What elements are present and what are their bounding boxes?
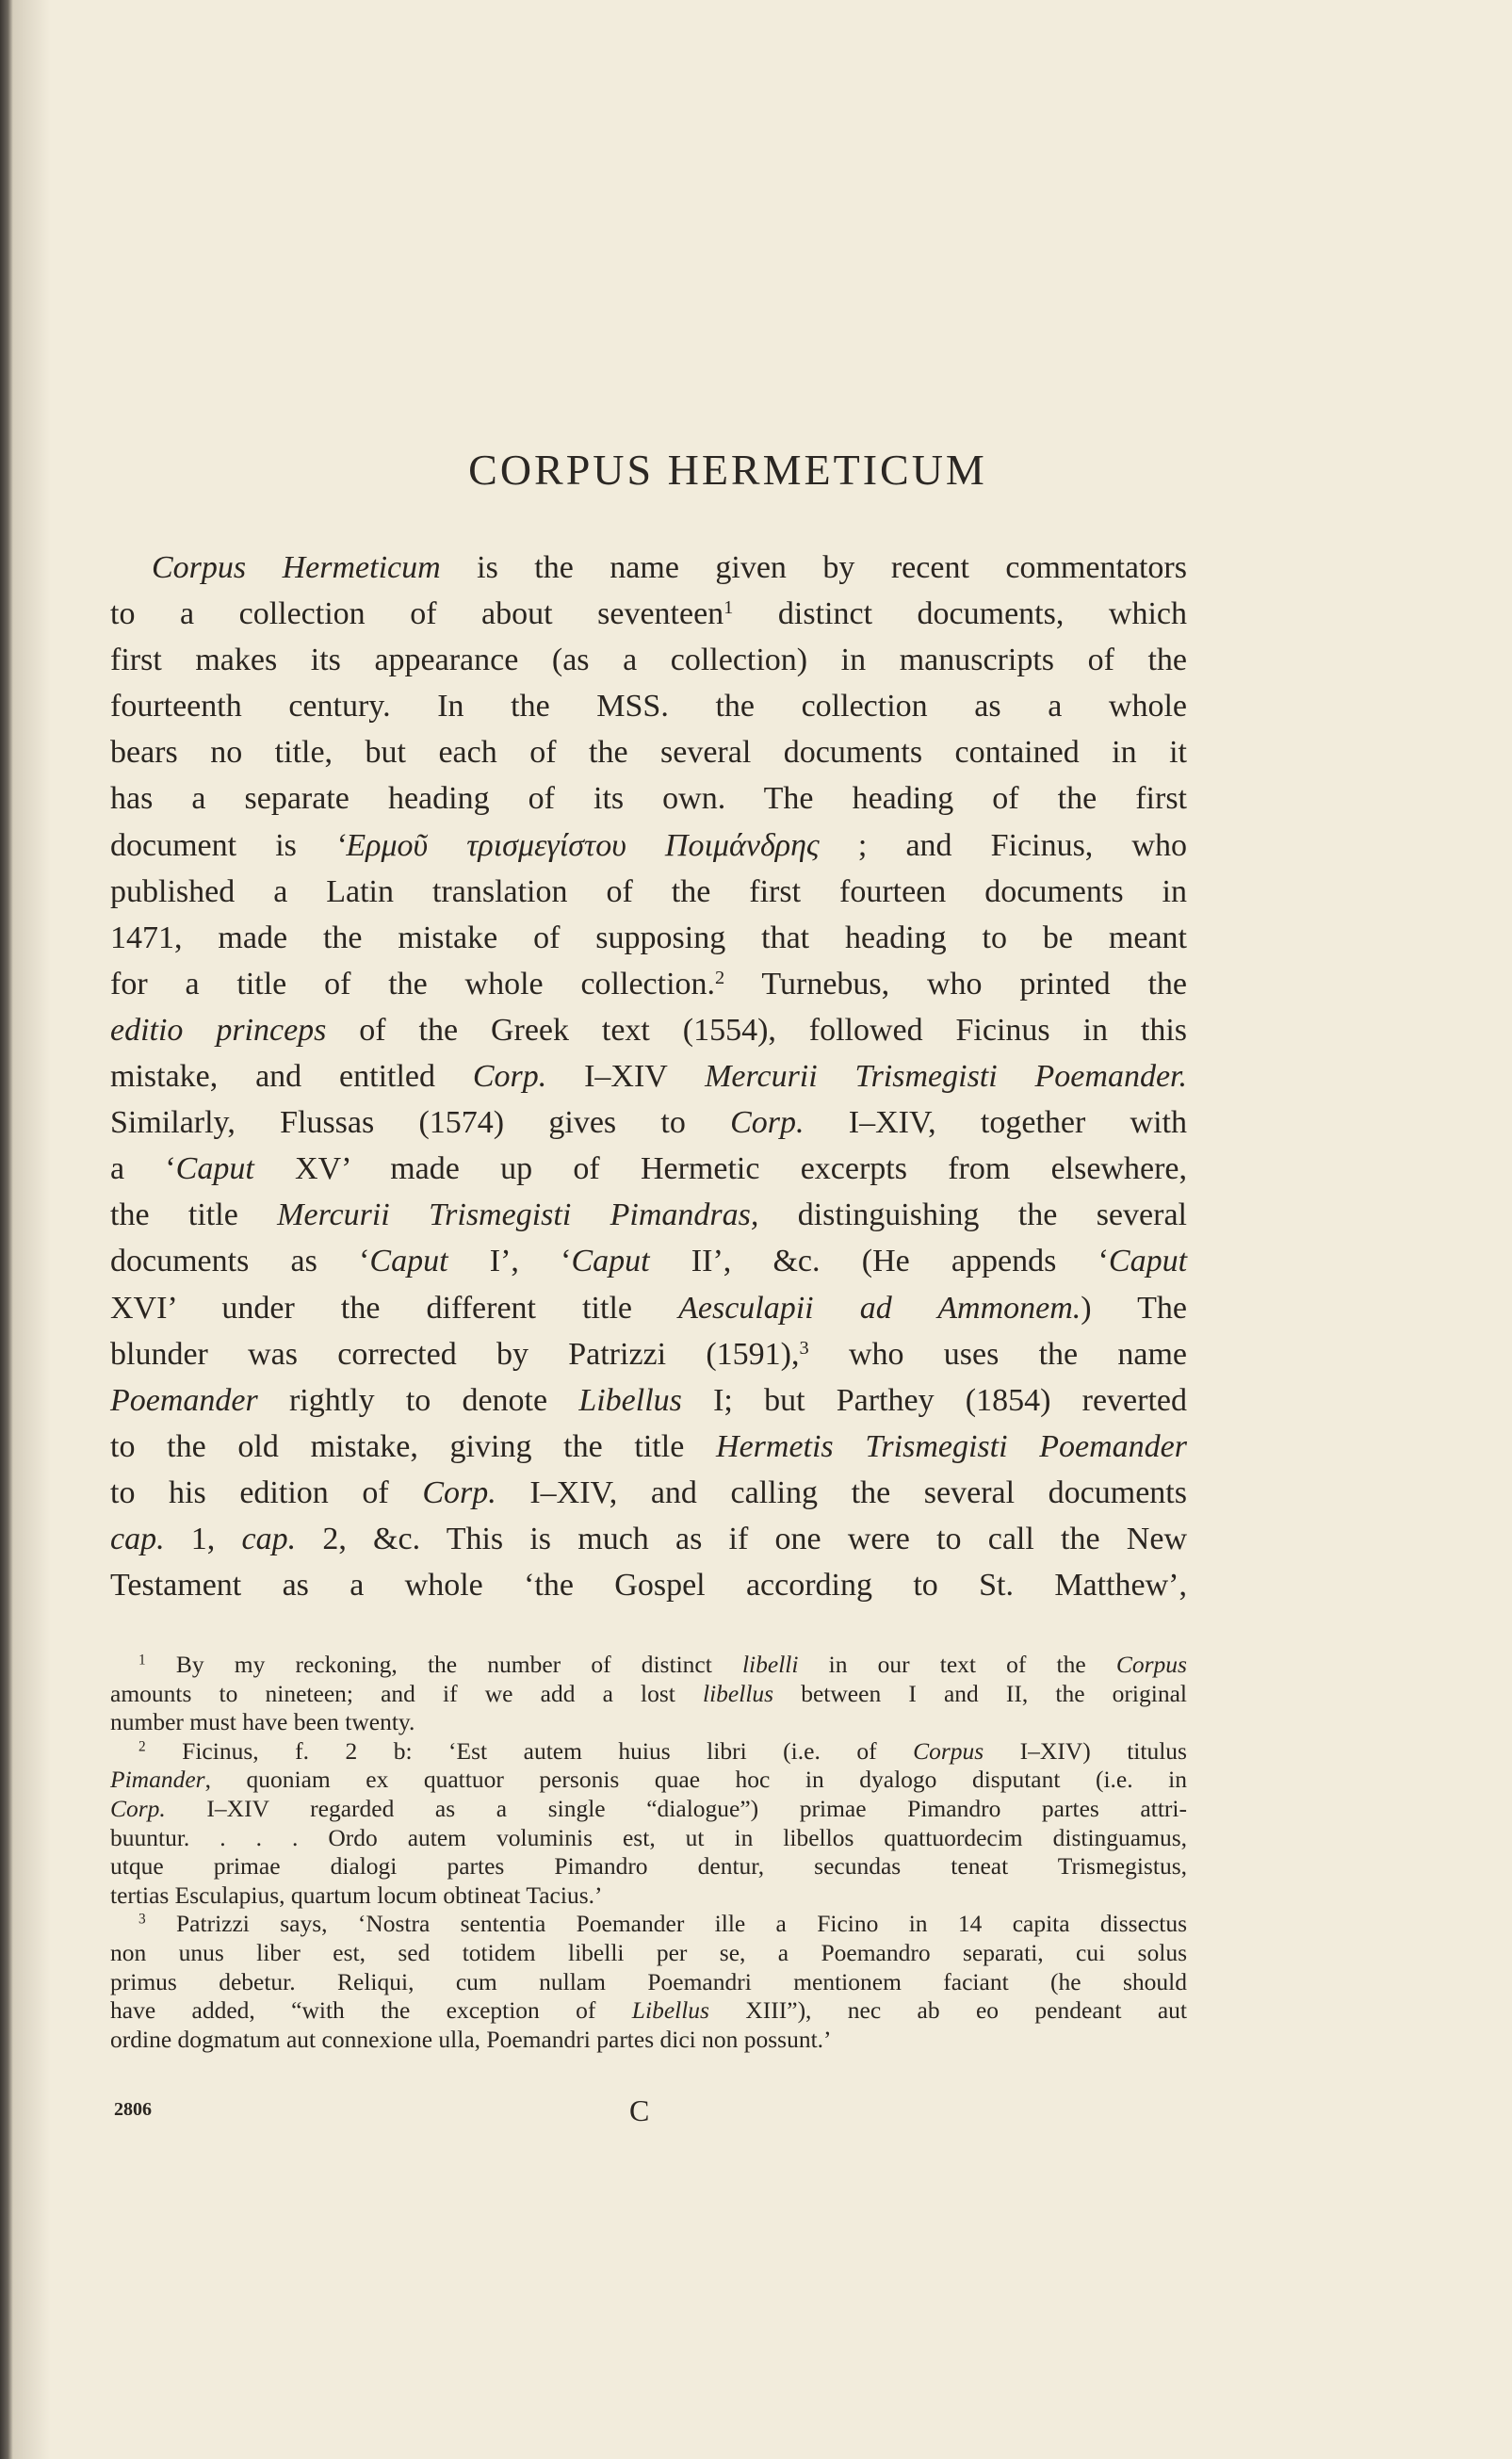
signature-number: 2806 <box>114 2099 152 2120</box>
body-line <box>110 1424 1187 1470</box>
text-run: published a Latin translation of the first fourteen documents in <box>110 873 1187 909</box>
italic-text: Corpus <box>913 1736 984 1765</box>
italic-text: ‘Ερμοῦ τρισμεγίστου Ποιμάνδρης <box>335 827 820 863</box>
italic-text: Caput <box>571 1244 650 1279</box>
body-line <box>110 822 1187 869</box>
text-run: between I and II, the original <box>773 1679 1187 1707</box>
body-line <box>110 869 1187 915</box>
italic-text: libellus <box>703 1679 774 1707</box>
text-run: Similarly, Flussas (1574) gives to <box>110 1105 731 1141</box>
text-run: I–XIV, together with <box>804 1105 1187 1141</box>
text-run: II’, &c. (He appends ‘ <box>649 1244 1109 1279</box>
italic-text: cap. <box>241 1521 297 1556</box>
italic-text: Corp. <box>110 1794 166 1822</box>
text-run: Testament as a whole ‘the Gospel according to St. Matthew’, <box>110 1568 1187 1604</box>
body-line <box>110 637 1187 683</box>
text-run: I–XIV, and calling the several documents <box>496 1474 1187 1510</box>
text-run: tertias Esculapius, quartum locum obtineat Tacius.’ <box>110 1881 603 1909</box>
text-run: Turnebus, who printed the <box>724 966 1188 1002</box>
text-run: 1, <box>164 1521 242 1556</box>
text-run: utque primae dialogi partes Pimandro dentur, secundas teneat Trismegistus, <box>110 1852 1187 1881</box>
text-run: non unus liber est, sed totidem libelli per se, a Poemandro separati, cui solus <box>110 1938 1187 1966</box>
body-line <box>110 1516 1187 1562</box>
italic-text: editio princeps <box>110 1012 327 1048</box>
footnote-marker: 2 <box>715 967 725 988</box>
text-run: , quoniam ex quattuor personis quae hoc in dyalogo disputant (i.e. in <box>204 1766 1187 1794</box>
italic-text: Corpus Hermeticum <box>152 550 441 585</box>
footnote-line <box>110 1852 1187 1881</box>
page-title <box>0 445 1512 495</box>
text-run: I–XIV <box>546 1059 706 1095</box>
text-run: is the name given by recent commentators <box>440 550 1187 585</box>
text-run: primus debetur. Reliqui, cum nullam Poemandri mentionem faciant (he should <box>110 1967 1187 1995</box>
body-line <box>110 775 1187 822</box>
text-run: to the old mistake, giving the title <box>110 1428 717 1464</box>
footnote-line <box>110 1708 1187 1737</box>
footnote-marker: 2 <box>138 1738 146 1755</box>
signature-letter: C <box>629 2093 650 2127</box>
text-run: bears no title, but each of the several documents contained in it <box>110 735 1187 771</box>
body-line <box>110 591 1187 637</box>
body-line <box>110 1470 1187 1516</box>
footnote-marker: 3 <box>138 1911 146 1928</box>
text-run: mistake, and entitled <box>110 1059 473 1095</box>
text-run: a ‘ <box>110 1151 176 1187</box>
footnote-marker: 1 <box>723 596 734 618</box>
footnote-line <box>110 1651 1187 1680</box>
text-run: the title <box>110 1197 278 1233</box>
page-title-text: CORPUS HERMETICUM <box>468 446 987 494</box>
gutter-shadow <box>13 0 51 2459</box>
text-run: of the Greek text (1554), followed Ficinus in this <box>326 1012 1187 1048</box>
footnote-line <box>110 1737 1187 1767</box>
text-run: 2, &c. This is much as if one were to call the New <box>296 1521 1187 1556</box>
body-line <box>110 1331 1187 1377</box>
text-run: has a separate heading of its own. The heading of the first <box>110 781 1187 817</box>
body-line <box>110 961 1187 1007</box>
text-run: to a collection of about seventeen <box>110 596 724 632</box>
italic-text: Mercurii Trismegisti Poemander. <box>705 1059 1187 1095</box>
body-line <box>110 1238 1187 1284</box>
text-run: blunder was corrected by Patrizzi (1591), <box>110 1336 800 1372</box>
footnote-line <box>110 1795 1187 1824</box>
footnote-line <box>110 2026 1187 2055</box>
footnote-line <box>110 1881 1187 1911</box>
text-run: I–XIV) titulus <box>984 1736 1187 1765</box>
text-run: Ficinus, f. 2 b: ‘Est autem huius libri (i.e. of <box>145 1736 914 1765</box>
text-run: amounts to nineteen; and if we add a lost <box>110 1679 704 1707</box>
text-run: XVI’ under the different title <box>110 1290 679 1326</box>
footnotes <box>110 1651 1187 2054</box>
text-run: who uses the name <box>808 1336 1187 1372</box>
italic-text: Hermetis Trismegisti Poemander <box>716 1428 1187 1464</box>
text-run: for a title of the whole collection. <box>110 966 716 1002</box>
footnote-line <box>110 1939 1187 1968</box>
footnote-line <box>110 1968 1187 1997</box>
italic-text: Mercurii Trismegisti Pimandras, <box>277 1197 759 1233</box>
italic-text: Pimander <box>110 1766 205 1794</box>
text-run: ) The <box>1081 1290 1187 1326</box>
text-run: distinct documents, which <box>733 596 1187 632</box>
text-run: first makes its appearance (as a collection) in manuscripts of the <box>110 643 1187 678</box>
body-line <box>110 915 1187 961</box>
text-run: I’, ‘ <box>447 1244 572 1279</box>
text-run: number must have been twenty. <box>110 1708 415 1736</box>
book-binding-edge <box>0 0 13 2459</box>
italic-text: Caput <box>175 1151 254 1187</box>
body-line <box>110 1099 1187 1146</box>
italic-text: Caput <box>369 1244 448 1279</box>
footnote-line <box>110 1824 1187 1853</box>
text-run: I; but Parthey (1854) reverted <box>681 1382 1187 1418</box>
text-run: Patrizzi says, ‘Nostra sententia Poemander ille a Ficino in 14 capita dissectus <box>145 1910 1187 1938</box>
italic-text: Corp. <box>472 1059 547 1095</box>
text-run: I–XIV regarded as a single “dialogue”) primae Pimandro partes attri- <box>165 1794 1187 1822</box>
text-run: XIII”), nec ab eo pendeant aut <box>708 1996 1187 2025</box>
body-line <box>110 1562 1187 1608</box>
body-line <box>110 729 1187 775</box>
italic-text: Caput <box>1108 1244 1188 1279</box>
text-run: By my reckoning, the number of distinct <box>145 1651 742 1678</box>
footnote-marker: 1 <box>138 1652 146 1669</box>
text-run: distinguishing the several <box>758 1197 1187 1233</box>
italic-text: Libellus <box>631 1996 709 2025</box>
text-run: buuntur. . . . Ordo autem voluminis est, ut in libellos quattuordecim distinguamus, <box>110 1823 1187 1851</box>
italic-text: Corp. <box>730 1105 805 1141</box>
body-line <box>110 1146 1187 1192</box>
italic-text: Poemander <box>110 1382 258 1418</box>
main-text <box>110 545 1187 1608</box>
text-run: ordine dogmatum aut connexione ulla, Poemandri partes dici non possunt.’ <box>110 2025 832 2053</box>
body-line <box>110 545 1187 591</box>
footnote-line <box>110 1996 1187 2026</box>
footnote-line <box>110 1680 1187 1709</box>
text-run: document is <box>110 827 336 863</box>
text-run: fourteenth century. In the MSS. the collection as a whole <box>110 689 1187 725</box>
body-line <box>110 1192 1187 1238</box>
text-run: have added, “with the exception of <box>110 1996 632 2025</box>
italic-text: libelli <box>741 1651 799 1678</box>
footnote-marker: 3 <box>799 1337 809 1359</box>
body-line <box>110 1377 1187 1424</box>
text-run: ; and Ficinus, who <box>819 827 1187 863</box>
body-line <box>110 1285 1187 1331</box>
text-run: 1471, made the mistake of supposing that heading to be meant <box>110 920 1187 955</box>
footnote-line <box>110 1910 1187 1939</box>
italic-text: Corpus <box>1115 1651 1187 1678</box>
italic-text: cap. <box>110 1521 165 1556</box>
text-run: to his edition of <box>110 1474 423 1510</box>
footnote-line <box>110 1766 1187 1795</box>
text-run: documents as ‘ <box>110 1244 370 1279</box>
body-line <box>110 683 1187 729</box>
italic-text: Libellus <box>578 1382 682 1418</box>
text-run: in our text of the <box>798 1651 1116 1678</box>
text-run: rightly to denote <box>257 1382 579 1418</box>
text-run: XV’ made up of Hermetic excerpts from elsewhere, <box>253 1151 1187 1187</box>
italic-text: Corp. <box>422 1474 496 1510</box>
body-line <box>110 1053 1187 1099</box>
body-line <box>110 1007 1187 1053</box>
italic-text: Aesculapii ad Ammonem. <box>678 1290 1081 1326</box>
